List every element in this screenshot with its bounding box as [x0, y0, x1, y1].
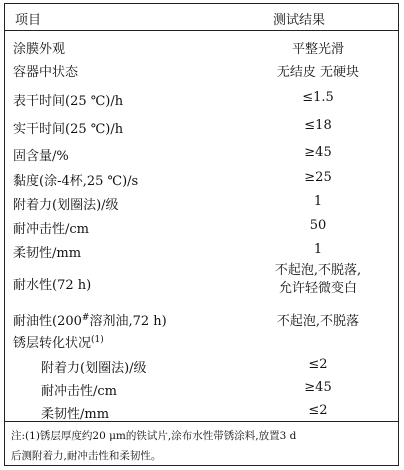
note-line: 注:(1)锈层厚度约20 μm的铁试片,涂布水性带锈涂料,放置3 d	[11, 430, 297, 442]
row-value: 不起泡,不脱落	[276, 314, 360, 329]
header-item: 项目	[15, 13, 42, 28]
row-value: ≤2	[308, 403, 328, 418]
row-value: 50	[309, 218, 327, 233]
row-value: ≥45	[304, 380, 332, 395]
row-label: 表干时间(25 ℃)/h	[13, 94, 124, 109]
row-value: 1	[313, 242, 323, 257]
row-label: 耐冲击性/cm	[41, 384, 117, 399]
header-result: 测试结果	[273, 13, 326, 28]
row-value: ≤2	[308, 357, 328, 372]
row-value: 平整光滑	[291, 42, 344, 57]
row-value: 1	[313, 194, 323, 209]
row-label: 附着力(划圈法)/级	[13, 198, 119, 213]
row-value: ≤1.5	[302, 90, 334, 105]
table-header	[5, 4, 398, 31]
row-value: ≥25	[304, 170, 332, 185]
row-value: ≤18	[304, 118, 332, 133]
row-label: 柔韧性/mm	[13, 246, 82, 261]
row-label: 固含量/%	[13, 149, 69, 164]
table-row	[5, 58, 398, 82]
table-note	[5, 421, 398, 465]
note-line: 后测附着力,耐冲击性和柔韧性。	[11, 450, 162, 462]
spec-table	[4, 3, 399, 466]
row-label: 耐油性(200#溶剂油,72 h)	[13, 313, 167, 329]
table-row	[5, 167, 398, 191]
table-row	[5, 35, 398, 59]
row-label: 涂膜外观	[13, 42, 66, 57]
table-row	[5, 239, 398, 263]
row-value: 无结皮 无硬块	[276, 65, 360, 80]
table-row	[5, 329, 398, 353]
row-label: 黏度(涂-4杯,25 ℃)/s	[13, 174, 139, 189]
row-value-line: 不起泡,不脱落,	[274, 263, 362, 278]
table-row	[5, 307, 398, 331]
row-label: 实干时间(25 ℃)/h	[13, 122, 124, 137]
table-row	[5, 115, 398, 139]
row-label: 耐水性(72 h)	[13, 278, 92, 293]
row-label: 柔韧性/mm	[41, 407, 110, 422]
row-label: 耐冲击性/cm	[13, 222, 89, 237]
table-row	[5, 215, 398, 239]
row-label: 锈层转化状况$^{(1)}$	[13, 335, 104, 351]
table-row	[5, 87, 398, 111]
table-row	[5, 377, 398, 401]
row-value-line: 允许轻微变白	[278, 281, 357, 296]
row-value: ≥45	[304, 145, 332, 160]
row-label: 附着力(划圈法)/级	[41, 361, 147, 376]
table-row	[5, 191, 398, 215]
row-value	[233, 262, 403, 298]
table-row	[5, 262, 398, 302]
table-row	[5, 142, 398, 166]
row-label: 容器中状态	[13, 65, 79, 80]
table-row	[5, 354, 398, 378]
